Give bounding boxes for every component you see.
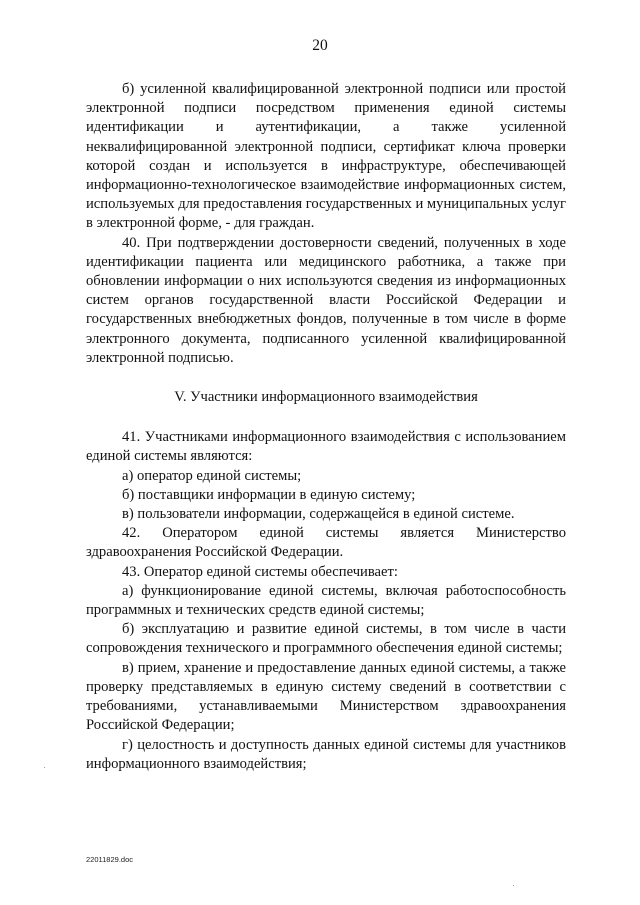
paragraph-43: 43. Оператор единой системы обеспечивает: [122,563,398,580]
list-item-43d: г) целостность и доступность данных единой системы для участников информационного взаимодействия; [86,736,566,772]
document-body [86,80,566,774]
page-number: 20 [312,37,328,54]
list-item-41c: в) пользователи информации, содержащейся в единой системе. [122,506,515,523]
list-item-43a: а) функционирование единой системы, включая работоспособность программных и технических средств единой системы; [86,582,566,619]
paragraph-40: 40. При подтверждении достоверности сведений, полученных в ходе идентификации пациента или медицинского работника, а также при обновлении информации о них используются сведения из информационных систем органов государственной власти Российской Федерации и государственных внебюджетных фондов, полученные в том числе в форме электронного документа, подписанного усиленной квалифицированной электронной подписью. [86,234,566,366]
paragraph-39b: б) усиленной квалифицированной электронной подписи или простой электронной подписи посредством применения единой системы идентификации и аутентификации, а также усиленной неквалифицированной электронной подписи, сертификат ключа проверки которой создан и используется в инфраструктуре, обеспечивающей информационно-технологическое взаимодействие информационных систем, используемых для предоставления государственных и муниципальных услуг в электронной форме, - для граждан. [86,81,566,232]
scan-speck [513,885,514,886]
paragraph-41: 41. Участниками информационного взаимодействия с использованием единой системы являются: [86,429,566,465]
paragraph-42: 42. Оператором единой системы является Министерство здравоохранения Российской Федерации. [86,525,566,561]
list-item-41a: а) оператор единой системы; [122,467,302,484]
scan-speck [44,767,45,768]
list-item-41b: б) поставщики информации в единую систему; [122,486,416,503]
section-heading: V. Участники информационного взаимодействия [174,389,478,406]
file-name-footer: 22011829.doc [86,855,133,864]
list-item-43b: б) эксплуатацию и развитие единой системы, в том числе в части сопровождения технического и программного обеспечения единой системы; [86,621,566,657]
list-item-43c: в) прием, хранение и предоставление данных единой системы, а также проверку представляемых в единую систему сведений в соответствии с требованиями, устанавливаемыми Министерством здравоохранения Российской Федерации; [86,659,566,734]
